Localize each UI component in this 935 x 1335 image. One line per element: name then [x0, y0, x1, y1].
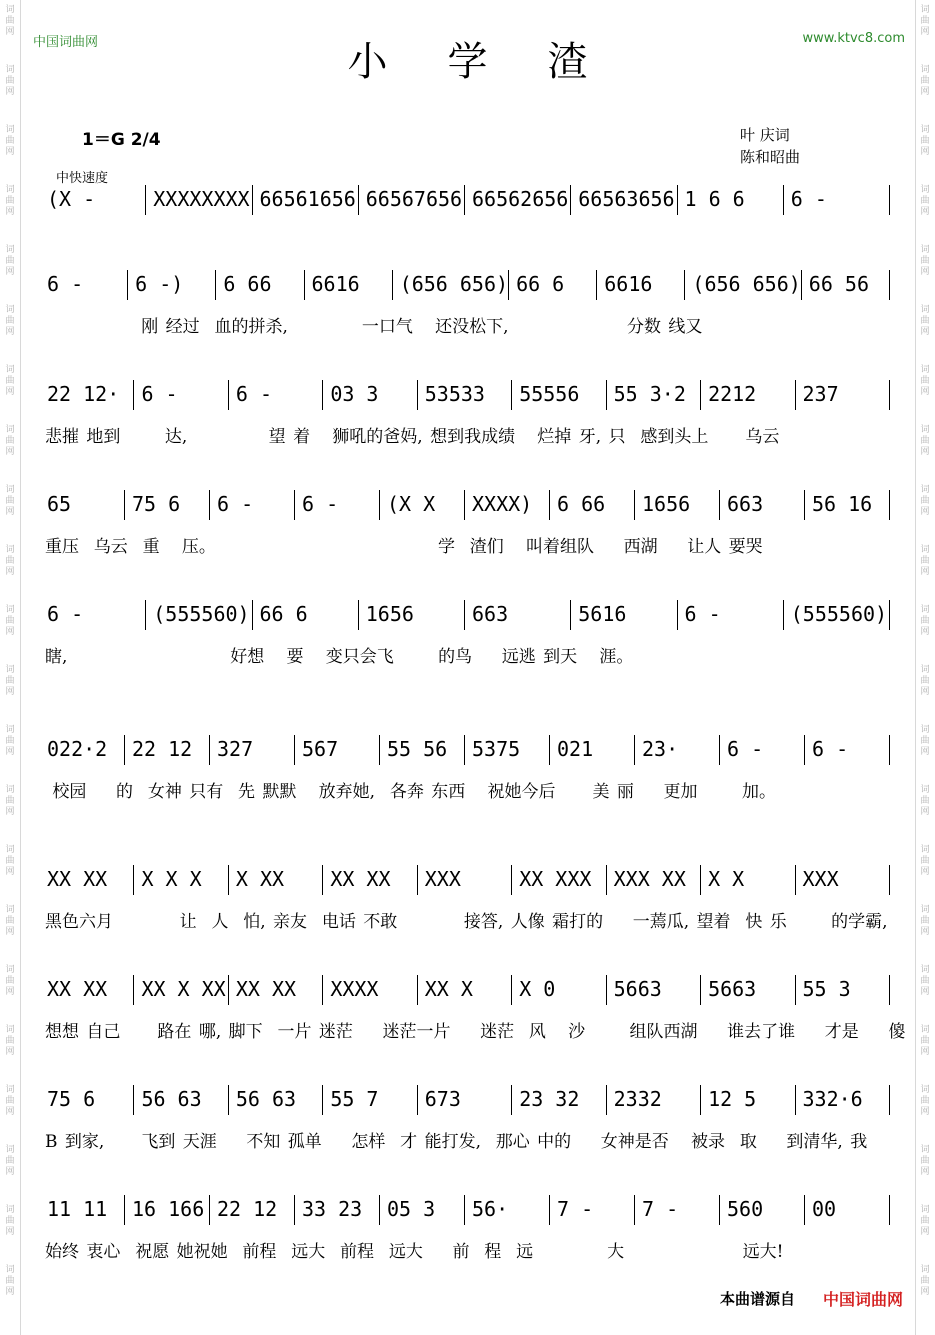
- measure: 66563656: [570, 185, 676, 215]
- right-margin-line: [915, 0, 916, 1335]
- side-watermark: 词曲网: [5, 365, 15, 397]
- measure: 11 11: [47, 1197, 108, 1221]
- measure: 6 -: [47, 602, 84, 626]
- lyric-line: 刚 经过 血的拼杀, 一口气 还没松下, 分数 线又: [45, 317, 703, 337]
- measure: X X X: [133, 865, 227, 895]
- measure: X XX: [228, 865, 322, 895]
- measure: 5663: [700, 975, 794, 1005]
- measure: 12 5: [700, 1085, 794, 1115]
- measure: 6 -: [677, 600, 783, 630]
- notation-line: [45, 185, 890, 215]
- measure: 560: [719, 1195, 804, 1225]
- measure: 16 166: [124, 1195, 209, 1225]
- measure: 53533: [417, 380, 511, 410]
- side-watermark: 词曲网: [5, 965, 15, 997]
- measure: 6 -: [133, 380, 227, 410]
- side-watermark: 词曲网: [920, 605, 930, 637]
- measure: (X -: [47, 187, 96, 211]
- lyric-line: 校园 的 女神 只有 先 默默 放弃她, 各奔 东西 祝她今后 美 丽 更加 加。: [45, 782, 776, 802]
- site-url-top-right: www.ktvc8.com: [802, 31, 905, 46]
- side-watermark: 词曲网: [5, 65, 15, 97]
- measure: 7 -: [549, 1195, 634, 1225]
- score-row: [45, 975, 906, 1065]
- side-watermark: 词曲网: [920, 365, 930, 397]
- measure: XXXX): [464, 490, 549, 520]
- side-watermark: 词曲网: [920, 425, 930, 457]
- measure: 6 -: [804, 735, 890, 765]
- measure: 66 6: [252, 600, 358, 630]
- measure: 65: [47, 492, 72, 516]
- measure: 6616: [304, 270, 392, 300]
- side-watermark: 词曲网: [5, 245, 15, 277]
- measure: 66562656: [464, 185, 570, 215]
- lyric-line: B 到家, 飞到 天涯 不知 孤单 怎样 才 能打发, 那心 中的 女神是否 被录 取 到清华, 我: [45, 1132, 868, 1152]
- lyric-line: 重压 乌云 重 压。 学 渣们 叫着组队 西湖 让人 要哭: [45, 537, 763, 557]
- measure: 6 -: [719, 735, 804, 765]
- measure: 66 56: [801, 270, 890, 300]
- measure: 6 -: [209, 490, 294, 520]
- measure: 55556: [511, 380, 605, 410]
- measure: 23 32: [511, 1085, 605, 1115]
- measure: 55 7: [322, 1085, 416, 1115]
- measure: 75 6: [47, 1087, 96, 1111]
- lyricist-credit: 叶 庆词: [740, 126, 790, 144]
- measure: 23·: [634, 735, 719, 765]
- score-row: [45, 490, 890, 580]
- measure: 7 -: [634, 1195, 719, 1225]
- side-watermark: 词曲网: [5, 185, 15, 217]
- side-watermark: 词曲网: [920, 1145, 930, 1177]
- side-watermark: 词曲网: [920, 1205, 930, 1237]
- measure: XXXXXXXX: [145, 185, 251, 215]
- measure: XX XX: [47, 977, 108, 1001]
- side-watermark: 词曲网: [5, 605, 15, 637]
- measure: 6 66: [549, 490, 634, 520]
- measure: 03 3: [322, 380, 416, 410]
- side-watermark: 词曲网: [920, 1085, 930, 1117]
- measure: 22 12: [209, 1195, 294, 1225]
- song-title: 小学渣: [347, 39, 648, 85]
- measure: 663: [464, 600, 570, 630]
- measure: 5616: [570, 600, 676, 630]
- side-watermark: 词曲网: [920, 5, 930, 37]
- measure: 1656: [634, 490, 719, 520]
- lyric-line: 想想 自己 路在 哪, 脚下 一片 迷茫 迷茫一片 迷茫 风 沙 组队西湖 谁去了谁 才是 傻: [45, 1022, 906, 1042]
- measure: XXXX: [322, 975, 416, 1005]
- measure: 66561656: [252, 185, 358, 215]
- side-watermark: 词曲网: [5, 785, 15, 817]
- measure: 55 56: [379, 735, 464, 765]
- measure: (555560): [145, 600, 251, 630]
- measure: XXX: [795, 865, 890, 895]
- footer-source-label: 本曲谱源自: [719, 1290, 795, 1308]
- composer-credit: 陈和昭曲: [740, 148, 801, 166]
- measure: 55 3: [795, 975, 890, 1005]
- notation-line: [45, 490, 890, 520]
- measure: 1 6 6: [677, 185, 783, 215]
- score-row: [45, 380, 890, 470]
- side-watermark: 词曲网: [5, 1025, 15, 1057]
- left-margin-line: [20, 0, 21, 1335]
- measure: 1656: [358, 600, 464, 630]
- score-row: [45, 270, 890, 360]
- measure: 6 -): [127, 270, 215, 300]
- measure: 2332: [606, 1085, 700, 1115]
- measure: 56 16: [804, 490, 890, 520]
- measure: 33 23: [294, 1195, 379, 1225]
- measure: 567: [294, 735, 379, 765]
- side-watermark: 词曲网: [5, 485, 15, 517]
- measure: 2212: [700, 380, 794, 410]
- side-watermark: 词曲网: [5, 1085, 15, 1117]
- side-watermark: 词曲网: [920, 1025, 930, 1057]
- measure: 6 -: [294, 490, 379, 520]
- site-name-top-left: 中国词曲网: [33, 35, 99, 50]
- measure: 237: [795, 380, 890, 410]
- side-watermark: 词曲网: [920, 725, 930, 757]
- score-row: [45, 1195, 890, 1285]
- score-row: [45, 1085, 890, 1175]
- measure: 22 12: [124, 735, 209, 765]
- side-watermark: 词曲网: [920, 665, 930, 697]
- side-watermark: 词曲网: [920, 65, 930, 97]
- measure: XX XX: [322, 865, 416, 895]
- side-watermark: 词曲网: [920, 305, 930, 337]
- tempo-marking: 中快速度: [56, 171, 109, 186]
- measure: XX XX: [47, 867, 108, 891]
- measure: 6 66: [215, 270, 303, 300]
- measure: (555560): [783, 600, 890, 630]
- measure: 66 6: [508, 270, 596, 300]
- side-watermark: 词曲网: [920, 1265, 930, 1297]
- notation-line: [45, 735, 890, 765]
- side-watermark: 词曲网: [920, 965, 930, 997]
- side-watermark: 词曲网: [920, 125, 930, 157]
- side-watermark: 词曲网: [5, 425, 15, 457]
- measure: (656 656): [684, 270, 800, 300]
- measure: XX X XX: [133, 975, 227, 1005]
- lyric-line: 瞎, 好想 要 变只会飞 的鸟 远逃 到天 涯。: [45, 647, 634, 667]
- side-watermark: 词曲网: [5, 665, 15, 697]
- lyric-line: 悲摧 地到 达, 望 着 狮吼的爸妈, 想到我成绩 烂掉 牙, 只 感到头上 乌云: [45, 427, 780, 447]
- measure: XX X: [417, 975, 511, 1005]
- measure: X 0: [511, 975, 605, 1005]
- key-signature: 1＝G 2/4: [82, 130, 161, 150]
- side-watermark: 词曲网: [5, 1265, 15, 1297]
- side-watermark: 词曲网: [5, 725, 15, 757]
- measure: (X X: [379, 490, 464, 520]
- notation-line: [45, 1085, 890, 1115]
- measure: (656 656): [392, 270, 508, 300]
- measure: 55 3·2: [606, 380, 700, 410]
- score-row: [45, 600, 890, 690]
- side-watermark: 词曲网: [920, 245, 930, 277]
- measure: 75 6: [124, 490, 209, 520]
- measure: 66567656: [358, 185, 464, 215]
- measure: 5375: [464, 735, 549, 765]
- side-watermark: 词曲网: [5, 305, 15, 337]
- side-watermark: 词曲网: [5, 545, 15, 577]
- side-watermark: 词曲网: [5, 125, 15, 157]
- score-row: [45, 735, 890, 825]
- measure: XX XX: [228, 975, 322, 1005]
- side-watermark: 词曲网: [920, 545, 930, 577]
- side-watermark: 词曲网: [5, 905, 15, 937]
- side-watermark: 词曲网: [920, 845, 930, 877]
- notation-line: [45, 600, 890, 630]
- measure: XXX: [417, 865, 511, 895]
- side-watermark: 词曲网: [5, 5, 15, 37]
- measure: XX XXX: [511, 865, 605, 895]
- measure: 673: [417, 1085, 511, 1115]
- score-row: [45, 865, 890, 955]
- side-watermark: 词曲网: [5, 1145, 15, 1177]
- measure: 663: [719, 490, 804, 520]
- lyric-line: 黑色六月 让 人 怕, 亲友 电话 不敢 接答, 人像 霜打的 一蔫瓜, 望着 快 乐 的学霸,: [45, 912, 888, 932]
- measure: 00: [804, 1195, 890, 1225]
- measure: 6 -: [228, 380, 322, 410]
- measure: 56 63: [228, 1085, 322, 1115]
- notation-line: [45, 975, 890, 1005]
- side-watermark: 词曲网: [920, 485, 930, 517]
- footer-brand: 中国词曲网: [822, 1290, 903, 1309]
- measure: 021: [549, 735, 634, 765]
- measure: 05 3: [379, 1195, 464, 1225]
- side-watermark: 词曲网: [920, 185, 930, 217]
- measure: X X: [700, 865, 794, 895]
- notation-line: [45, 270, 890, 300]
- side-watermark: 词曲网: [920, 905, 930, 937]
- measure: 56 63: [133, 1085, 227, 1115]
- measure: 332·6: [795, 1085, 890, 1115]
- measure: 56·: [464, 1195, 549, 1225]
- measure: 327: [209, 735, 294, 765]
- notation-line: [45, 865, 890, 895]
- side-watermark: 词曲网: [920, 785, 930, 817]
- measure: 5663: [606, 975, 700, 1005]
- measure: XXX XX: [606, 865, 700, 895]
- lyric-line: 始终 衷心 祝愿 她祝她 前程 远大 前程 远大 前 程 远 大 远大!: [45, 1242, 784, 1262]
- side-watermark: 词曲网: [5, 1205, 15, 1237]
- measure: 6616: [596, 270, 684, 300]
- notation-line: [45, 1195, 890, 1225]
- score-row: [45, 185, 890, 275]
- measure: 6 -: [47, 272, 84, 296]
- notation-line: [45, 380, 890, 410]
- measure: 22 12·: [47, 382, 120, 406]
- measure: 022·2: [47, 737, 108, 761]
- measure: 6 -: [783, 185, 890, 215]
- side-watermark: 词曲网: [5, 845, 15, 877]
